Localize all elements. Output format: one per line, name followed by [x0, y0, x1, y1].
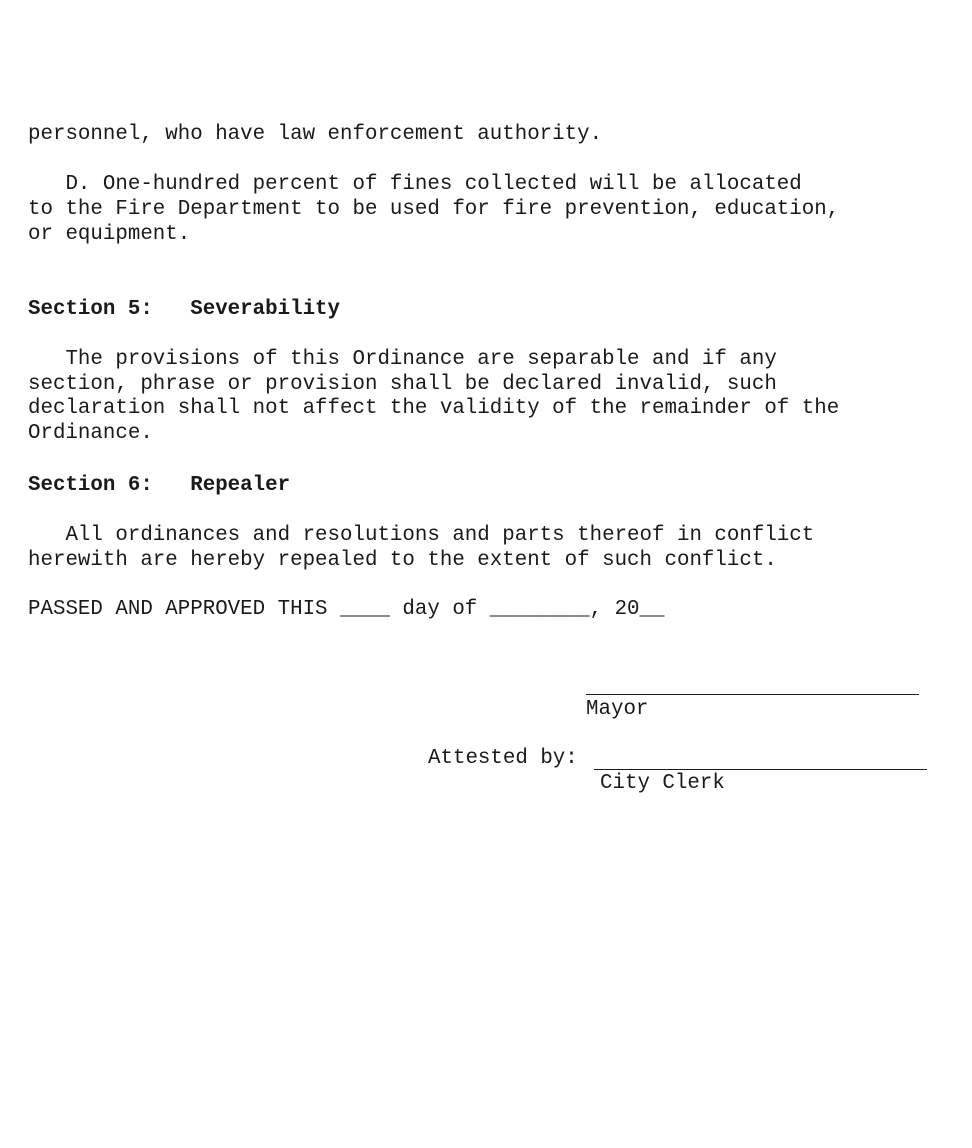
passed-and-approved-line: PASSED AND APPROVED THIS ____ day of ________, 20__ [28, 598, 665, 621]
section-5-line: section, phrase or provision shall be declared invalid, such [28, 373, 777, 396]
section-5-line: declaration shall not affect the validity of the remainder of the [28, 397, 840, 420]
clause-d-line: or equipment. [28, 223, 191, 246]
section-5-line: Ordinance. [28, 422, 153, 445]
section-6-line: herewith are hereby repealed to the extent of such conflict. [28, 549, 777, 572]
section-5-line: The provisions of this Ordinance are separable and if any [28, 348, 777, 371]
section-6-heading: Section 6: Repealer [28, 474, 291, 497]
section-5-heading: Section 5: Severability [28, 298, 341, 321]
attested-by-label: Attested by: [428, 747, 578, 770]
city-clerk-label: City Clerk [600, 772, 725, 795]
clerk-signature-line [594, 769, 927, 770]
clause-d-line: D. One-hundred percent of fines collected will be allocated [28, 173, 802, 196]
mayor-label: Mayor [586, 698, 649, 721]
mayor-signature-line [586, 694, 919, 695]
section-6-line: All ordinances and resolutions and parts thereof in conflict [28, 524, 815, 547]
carryover-text: personnel, who have law enforcement authority. [28, 123, 603, 146]
clause-d-line: to the Fire Department to be used for fire prevention, education, [28, 198, 840, 221]
